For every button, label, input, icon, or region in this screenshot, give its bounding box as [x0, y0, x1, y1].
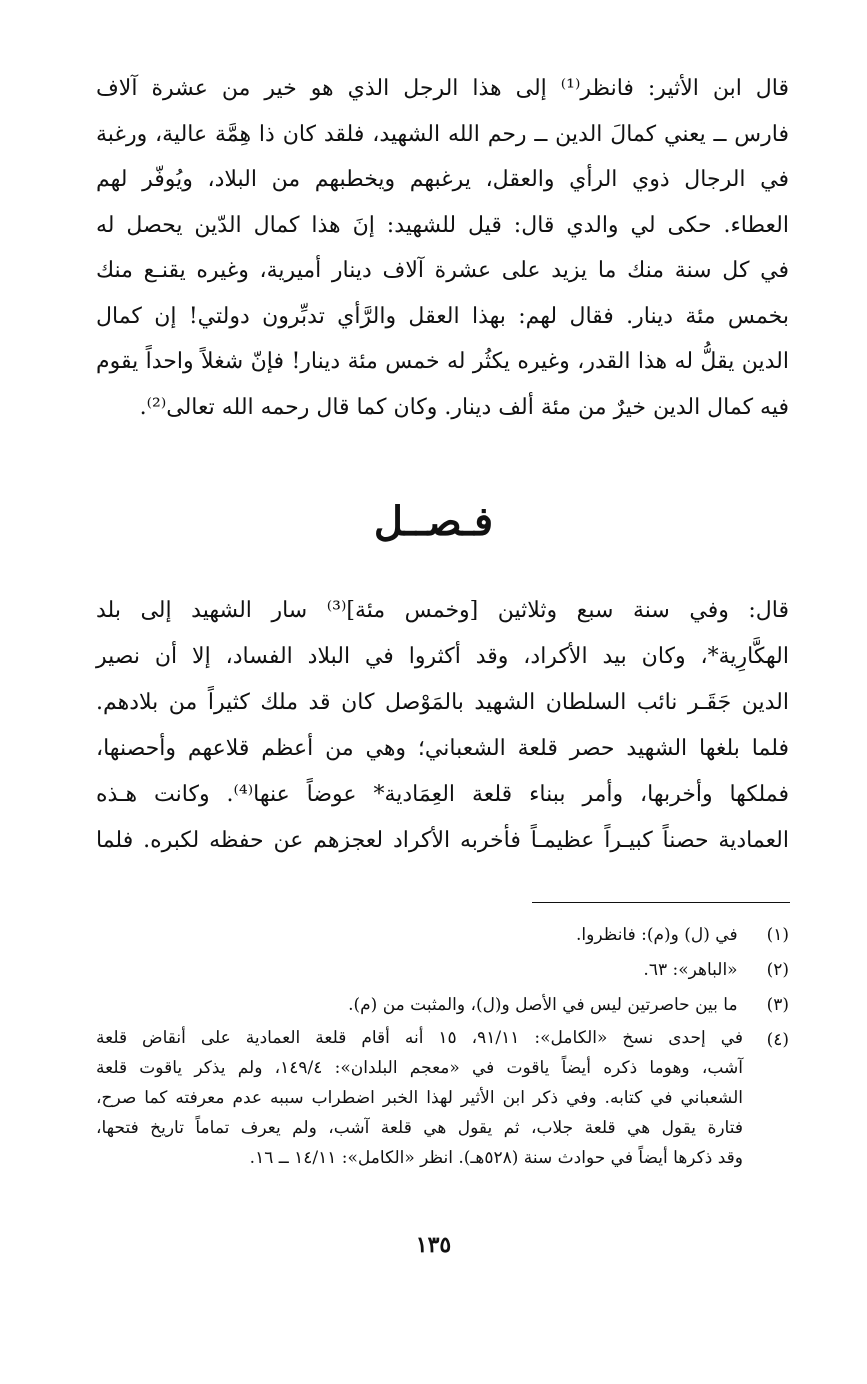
text-line: الهكَّارِية*، وكان بيد الأكراد، وقد أكثروا في البلاد الفساد، إلا أن نصير	[96, 644, 789, 669]
text-line: فارس ــ يعني كمالَ الدين ــ رحم الله الشهيد، فلقد كان ذا هِمَّة عالية، ورغبة	[96, 121, 789, 147]
footnote-text: ما بين حاصرتين ليس في الأصل و(ل)، والمثبت من (م).	[348, 995, 738, 1015]
footnote-body	[96, 1023, 743, 1173]
footnote-number: (٢)	[766, 960, 789, 980]
footnote-line: آشب، وهوما ذكره أيضاً ياقوت في «معجم البلدان»: ١٤٩/٤، ولم يذكر ياقوت قلعة	[96, 1058, 744, 1078]
text-line: العمادية حصناً كبيـراً عظيمـاً فأخربه الأكراد لعجزهم عن حفظه لكبره. فلما	[96, 828, 789, 853]
text-line: العطاء. حكى لي والدي قال: قيل للشهيد: إنَ هذا كمال الدّين يحصل له	[96, 212, 789, 238]
footnote-3	[96, 988, 789, 1023]
page-number: ١٣٥	[415, 1232, 452, 1258]
footnotes	[96, 918, 789, 1173]
text-line: في كل سنة منك ما يزيد على عشرة آلاف دينار أميرية، وغيره يقنـع منك	[96, 258, 789, 283]
footnote-line: في إحدى نسخ «الكامل»: ٩١/١١، ١٥ أنه أقام قلعة العمادية على أنقاض قلعة	[96, 1028, 743, 1048]
text-line: قال ابن الأثير: فانظر⁽¹⁾ إلى هذا الرجل الذي هو خير من عشرة آلاف	[96, 76, 789, 101]
footnote-1	[96, 918, 789, 953]
footnote-text: «الباهر»: ٦٣.	[643, 960, 738, 980]
text-line: فلما بلغها الشهيد حصر قلعة الشعباني؛ وهي من أعظم قلاعهم وأحصنها،	[96, 736, 789, 761]
text-line: الدين جَقَـر نائب السلطان الشهيد بالمَوْصل كان قد ملك كثيراً من بلادهم.	[96, 690, 789, 715]
text-line: فيه كمال الدين خيرٌ من مئة ألف دينار. وكان كما قال رحمه الله تعالى⁽²⁾.	[139, 394, 789, 420]
section-heading: فـصــل	[373, 498, 494, 545]
footnote-line: الشعباني في كتابه. وفي ذكر ابن الأثير لهذا الخبر اضطراب سببه عدم معرفته كما صرح،	[96, 1088, 743, 1108]
footnote-number: (٣)	[766, 995, 789, 1015]
footnote-line: فتارة يقول هي قلعة جلاب، ثم يقول هي قلعة آشب، ولم يعرف تماماً تاريخ فتحها،	[96, 1118, 743, 1138]
text-line: فملكها وأخربها، وأمر ببناء قلعة العِمَادية* عوضاً عنها⁽⁴⁾. وكانت هـذه	[96, 782, 789, 807]
footnote-number: (٤)	[766, 1030, 789, 1050]
text-line: قال: وفي سنة سبع وثلاثين [وخمس مئة]⁽³⁾ سار الشهيد إلى بلد	[96, 598, 789, 623]
paragraph-1	[96, 66, 789, 430]
footnote-4	[96, 1023, 789, 1173]
footnote-number: (١)	[766, 925, 789, 945]
text-line: في الرجال ذوي الرأي والعقل، يرغبهم ويخطبهم من البلاد، ويُوفّر لهم	[96, 167, 789, 192]
footnote-2	[96, 953, 789, 988]
footnote-separator	[532, 902, 790, 903]
footnote-text: في (ل) و(م): فانظروا.	[576, 925, 738, 945]
footnote-line: وقد ذكرها أيضاً في حوادث سنة (٥٢٨هـ). انظر «الكامل»: ١٤/١١ ــ ١٦.	[249, 1148, 743, 1168]
paragraph-2	[96, 588, 789, 864]
text-line: الدين يقلُّ له هذا القدر، وغيره يكثُر له خمس مئة دينار! فإنّ شغلاً واحداً يقوم	[96, 349, 789, 374]
text-line: بخمس مئة دينار. فقال لهم: بهذا العقل والرَّأي تدبِّرون دولتي! إن كمال	[96, 303, 789, 329]
